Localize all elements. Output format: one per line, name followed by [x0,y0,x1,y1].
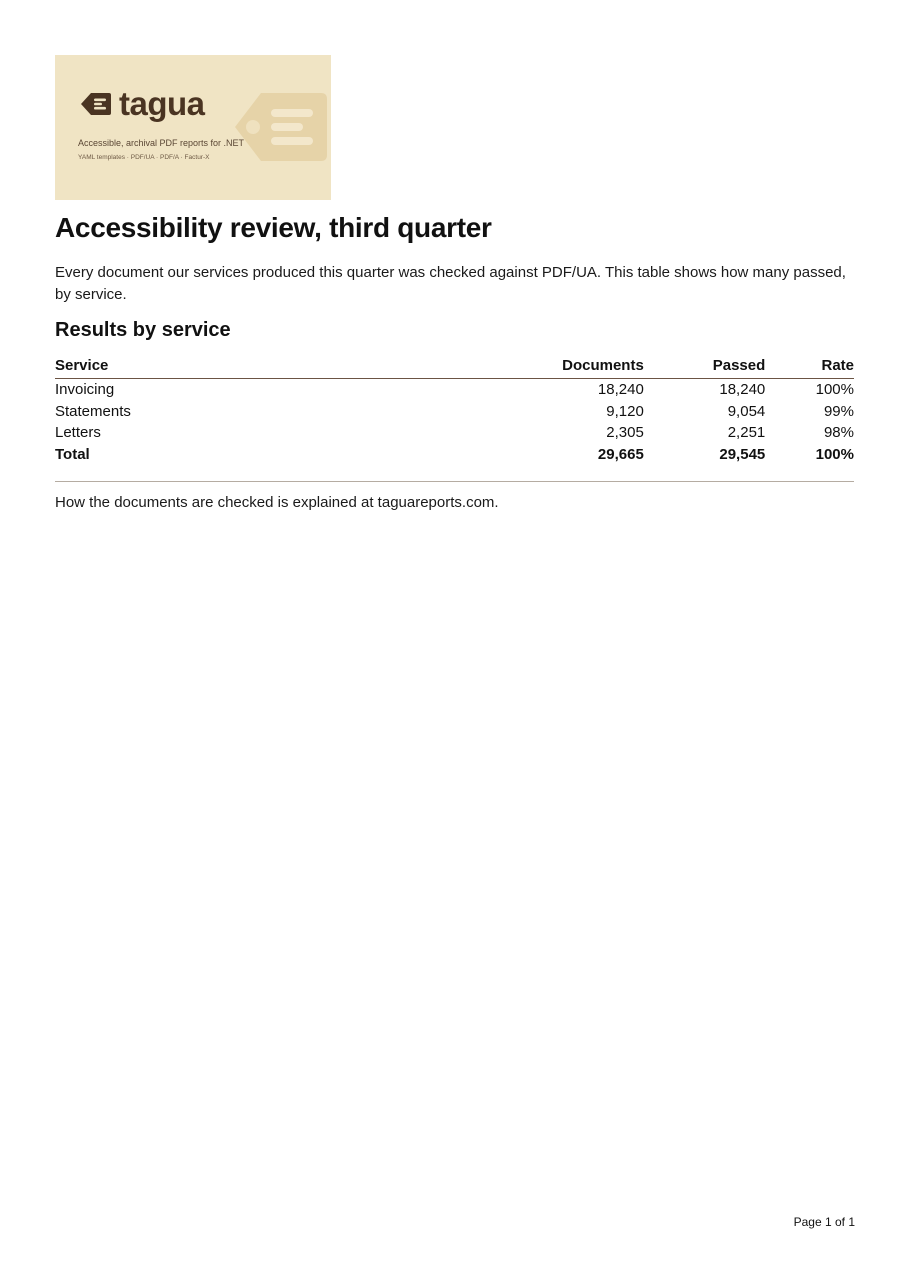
logo-brand-name: tagua [119,85,205,122]
logo-tagline: Accessible, archival PDF reports for .NET [78,138,245,148]
cell-rate: 99% [823,402,854,420]
cell-passed: 18,240 [719,381,766,399]
cell-passed: 9,054 [727,402,766,420]
cell-passed: 2,251 [727,424,766,442]
intro-paragraph: Every document our services produced this quarter was checked against PDF/UA. This table shows how many passed, by service. [55,264,846,303]
logo-wordmark [80,87,205,120]
cell-service: Letters [55,424,101,442]
page-number: Page 1 of 1 [793,1215,855,1229]
tagua-tag-icon [80,92,112,116]
table-total-row [55,444,854,466]
decorative-tag-icon [233,91,329,163]
cell-documents: 2,305 [606,424,644,442]
total-rate: 100% [815,445,854,463]
logo-formats: YAML templates · PDF/UA · PDF/A · Factur-X [78,154,210,161]
cell-service: Invoicing [55,381,115,399]
header-rate: Rate [765,357,854,379]
cell-service: Statements [55,402,131,420]
cell-rate: 98% [823,424,854,442]
page-title: Accessibility review, third quarter [55,212,492,243]
table-bottom-rule [55,481,854,482]
header-service: Service [55,357,455,379]
table-row [55,422,854,444]
header-documents: Documents [455,357,644,379]
header-passed: Passed [644,357,765,379]
table-header-row [55,357,854,379]
footnote: How the documents are checked is explained at taguareports.com. [55,494,499,511]
table-row [55,379,854,401]
cell-documents: 18,240 [597,381,644,399]
table-row [55,401,854,423]
cell-rate: 100% [815,381,854,399]
total-label: Total [55,445,90,463]
cell-documents: 9,120 [606,402,644,420]
section-heading: Results by service [55,319,231,341]
results-table [55,357,854,465]
tagua-logo-banner [55,55,331,200]
total-documents: 29,665 [597,445,644,463]
total-passed: 29,545 [719,445,766,463]
